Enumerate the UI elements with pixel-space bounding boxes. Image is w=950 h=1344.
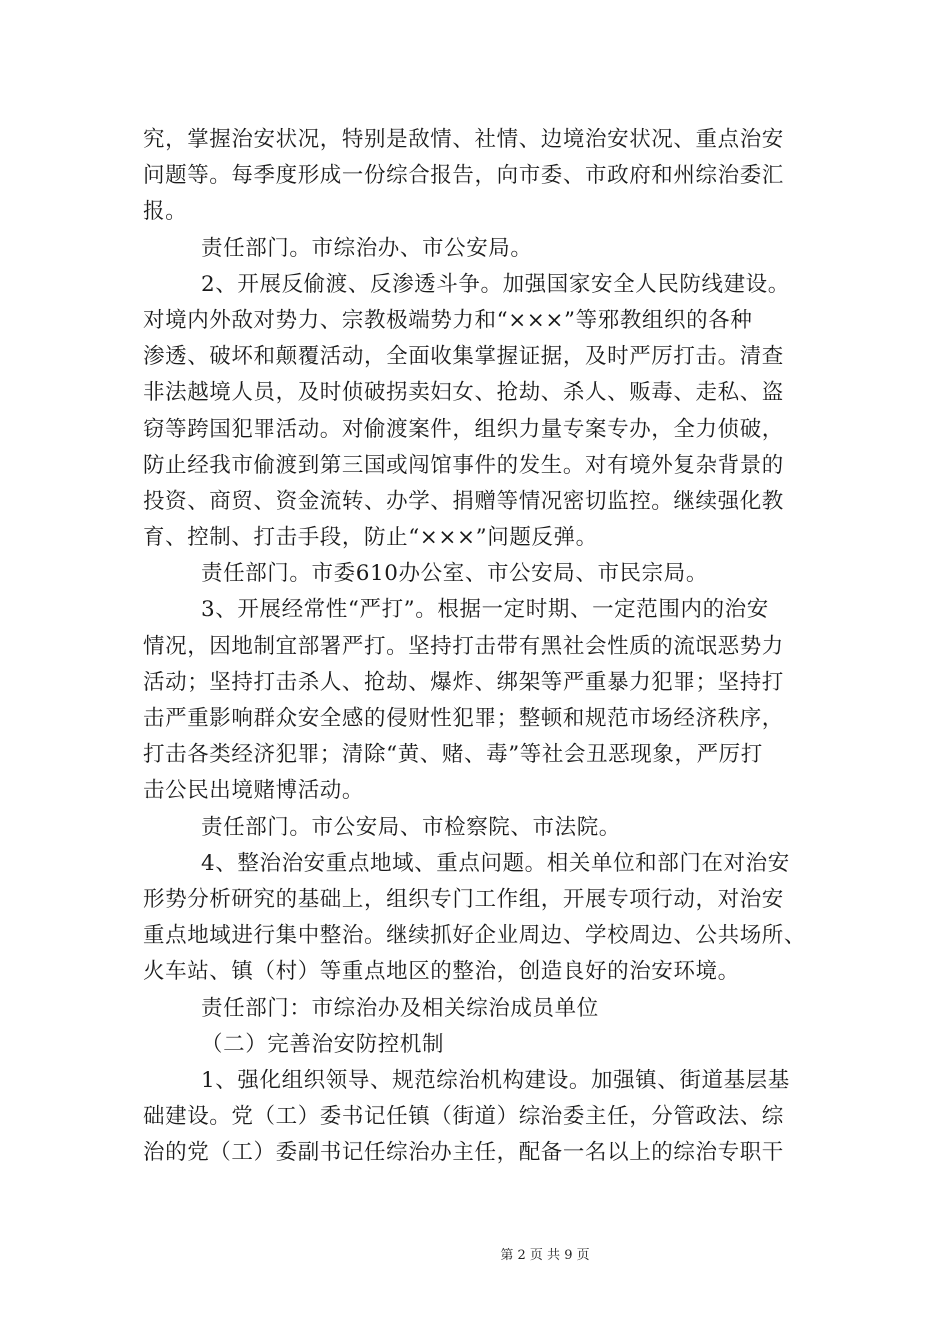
text-line: 责任部门。市综治办、市公安局。 (201, 235, 533, 261)
body-text (143, 122, 813, 1171)
text-line: 责任部门：市综治办及相关综治成员单位 (201, 995, 599, 1021)
text-line: 重点地域进行集中整治。继续抓好企业周边、学校周边、公共场所、 (143, 923, 807, 949)
text-line: 责任部门。市公安局、市检察院、市法院。 (201, 814, 621, 840)
text-line: 击公民出境赌博活动。 (143, 778, 365, 804)
text-line: 2、开展反偷渡、反渗透斗争。加强国家安全人民防线建设。 (201, 271, 790, 297)
text-line: 窃等跨国犯罪活动。对偷渡案件，组织力量专案专办，全力侦破， (143, 416, 784, 442)
text-line: 育、控制、打击手段，防止“×××”问题反弹。 (143, 525, 598, 551)
page-footer (0, 1248, 950, 1264)
text-line: 治的党（工）委副书记任综治办主任，配备一名以上的综治专职干 (143, 1140, 784, 1166)
text-line: 非法越境人员，及时侦破拐卖妇女、抢劫、杀人、贩毒、走私、盗 (143, 380, 784, 406)
text-line: 情况，因地制宜部署严打。坚持打击带有黑社会性质的流氓恶势力 (143, 633, 784, 659)
text-line: 究，掌握治安状况，特别是敌情、社情、边境治安状况、重点治安 (143, 127, 784, 152)
text-line: 火车站、镇（村）等重点地区的整治，创造良好的治安环境。 (143, 959, 740, 985)
text-line: 3、开展经常性“严打”。根据一定时期、一定范围内的治安 (201, 597, 769, 623)
text-line: 渗透、破坏和颠覆活动，全面收集掌握证据，及时严厉打击。清查 (143, 344, 784, 370)
text-line: 4、整治治安重点地域、重点问题。相关单位和部门在对治安 (201, 850, 790, 876)
text-line: 活动；坚持打击杀人、抢劫、爆炸、绑架等严重暴力犯罪；坚持打 (143, 669, 784, 695)
text-line: 对境内外敌对势力、宗教极端势力和“×××”等邪教组织的各种 (143, 307, 753, 333)
text-line: 防止经我市偷渡到第三国或闯馆事件的发生。对有境外复杂背景的 (143, 452, 784, 478)
text-line: 击严重影响群众安全感的侵财性犯罪；整顿和规范市场经济秩序， (143, 706, 784, 731)
text-line: 础建设。党（工）委书记任镇（街道）综治委主任，分管政法、综 (143, 1104, 784, 1130)
text-line: 报。 (143, 199, 188, 225)
text-line: 打击各类经济犯罪；清除“黄、赌、毒”等社会丑恶现象，严厉打 (143, 742, 763, 768)
text-line: 1、强化组织领导、规范综治机构建设。加强镇、街道基层基 (201, 1067, 790, 1093)
text-line: 形势分析研究的基础上，组织专门工作组，开展专项行动，对治安 (143, 886, 784, 912)
text-line: 投资、商贸、资金流转、办学、捐赠等情况密切监控。继续强化教 (143, 488, 784, 514)
page-number: 第 2 页 共 9 页 (500, 1248, 590, 1263)
text-line: 责任部门。市委610办公室、市公安局、市民宗局。 (201, 561, 708, 587)
text-line: （二）完善治安防控机制 (201, 1031, 445, 1057)
text-line: 问题等。每季度形成一份综合报告，向市委、市政府和州综治委汇 (143, 163, 784, 189)
